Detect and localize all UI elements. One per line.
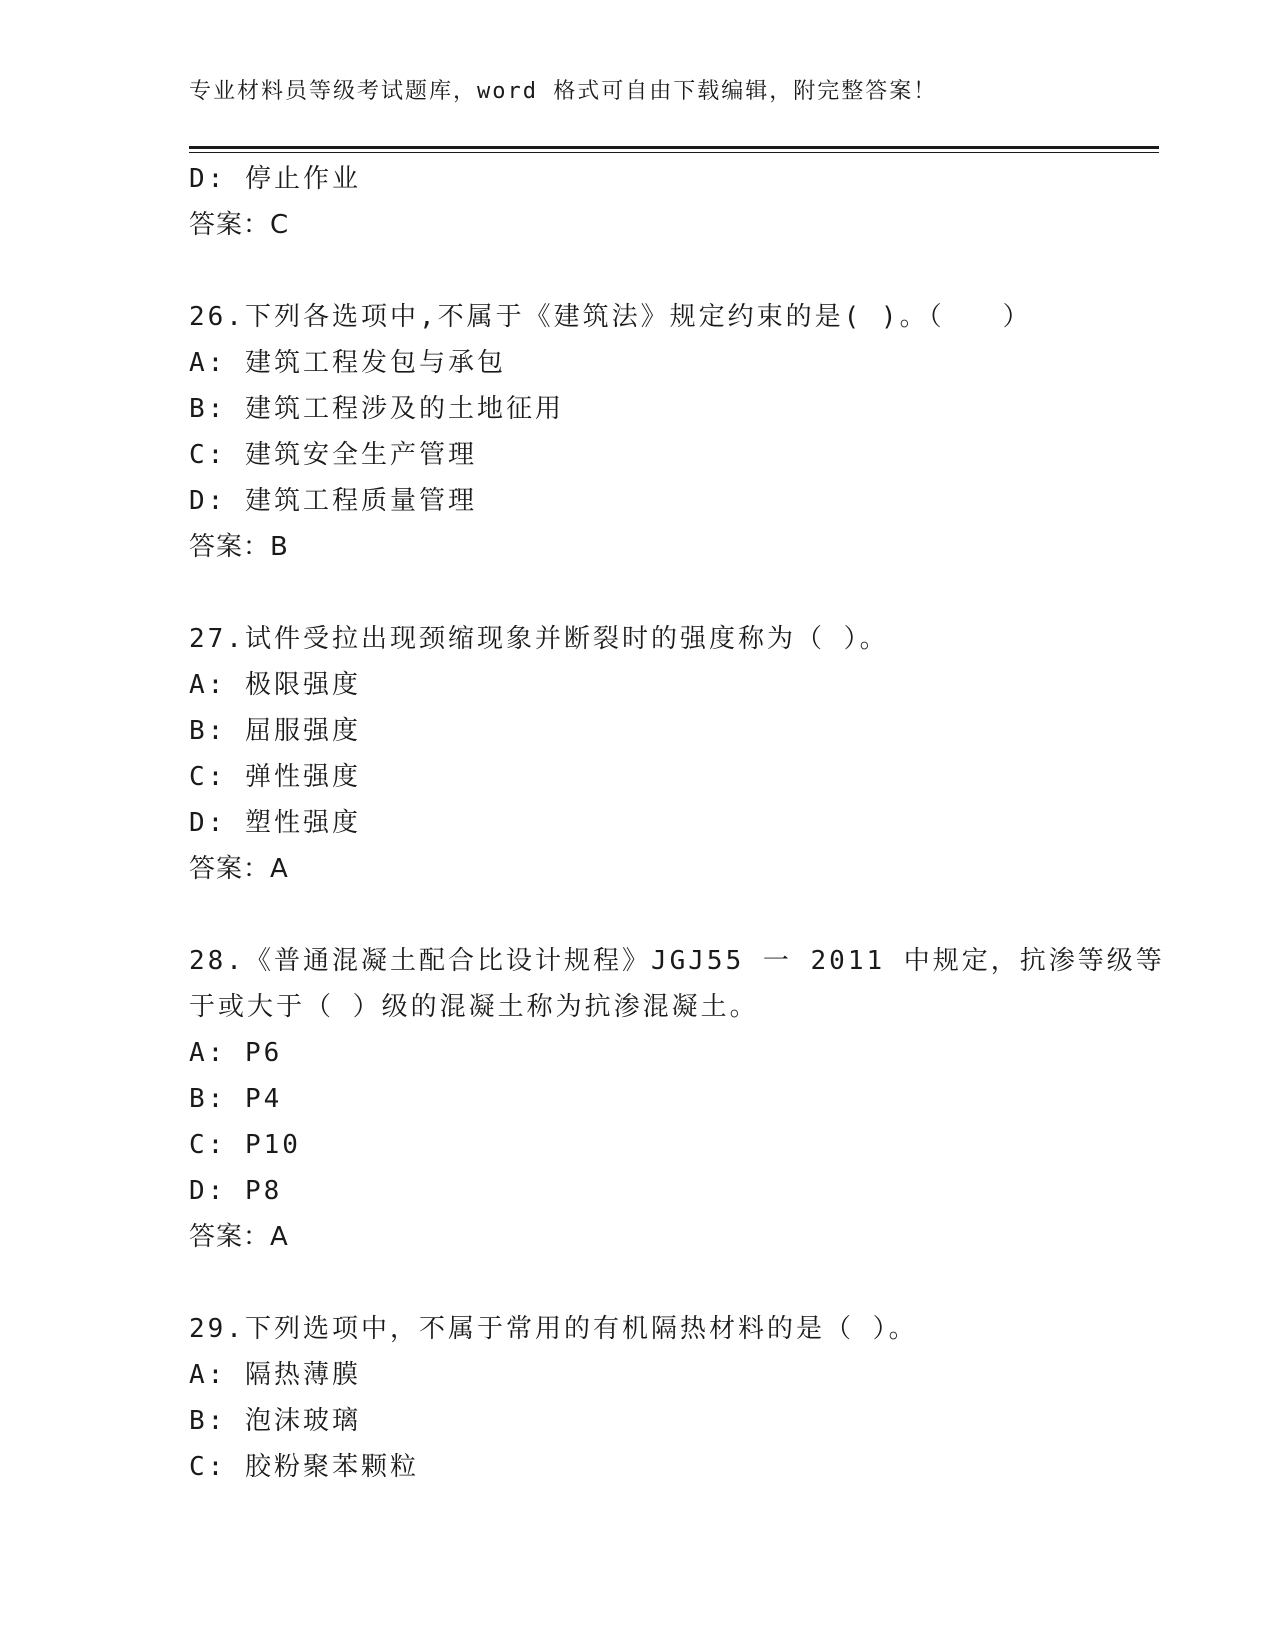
- question-stem: 29.下列选项中，不属于常用的有机隔热材料的是（ ）。: [189, 1314, 918, 1344]
- answer-line: 答案：A: [189, 854, 289, 884]
- option-c: C: 建筑安全生产管理: [189, 440, 477, 470]
- answer-line: 答案：A: [189, 1222, 289, 1252]
- option-c: C: P10: [189, 1130, 301, 1160]
- question-stem: 26.下列各选项中,不属于《建筑法》规定约束的是( )。（ ）: [189, 302, 1032, 332]
- option-d: D: 建筑工程质量管理: [189, 486, 477, 516]
- option-a: A: 建筑工程发包与承包: [189, 348, 506, 378]
- question-stem: 27.试件受拉出现颈缩现象并断裂时的强度称为（ ）。: [189, 624, 889, 654]
- question-28: [189, 938, 1165, 1260]
- question-27: [189, 616, 1089, 892]
- option-d: D: 塑性强度: [189, 808, 361, 838]
- option-b: B: 屈服强度: [189, 716, 361, 746]
- question-29: [189, 1306, 1089, 1490]
- option-a: A: P6: [189, 1038, 283, 1068]
- answer-line: 答案：B: [189, 532, 289, 562]
- page-header: 专业材料员等级考试题库，word 格式可自由下载编辑，附完整答案！: [189, 79, 938, 104]
- question-26: [189, 294, 1089, 570]
- header-rule-thick: [189, 146, 1159, 149]
- header-rule-thin: [189, 152, 1159, 153]
- option-d: D: 停止作业: [189, 164, 361, 194]
- option-c: C: 弹性强度: [189, 762, 361, 792]
- option-d: D: P8: [189, 1176, 283, 1206]
- option-b: B: 建筑工程涉及的土地征用: [189, 394, 564, 424]
- question-list: [189, 156, 1165, 1490]
- option-b: B: 泡沫玻璃: [189, 1406, 361, 1436]
- option-a: A: 隔热薄膜: [189, 1360, 361, 1390]
- question-stem-line-1: 28.《普通混凝土配合比设计规程》JGJ55 一 2011 中规定，抗渗等级等: [189, 946, 1165, 976]
- option-a: A: 极限强度: [189, 670, 361, 700]
- option-c: C: 胶粉聚苯颗粒: [189, 1452, 419, 1482]
- question-stem-line-2: 于或大于（ ）级的混凝土称为抗渗混凝土。: [189, 992, 759, 1022]
- option-b: B: P4: [189, 1084, 283, 1114]
- answer-line: 答案：C: [189, 210, 290, 240]
